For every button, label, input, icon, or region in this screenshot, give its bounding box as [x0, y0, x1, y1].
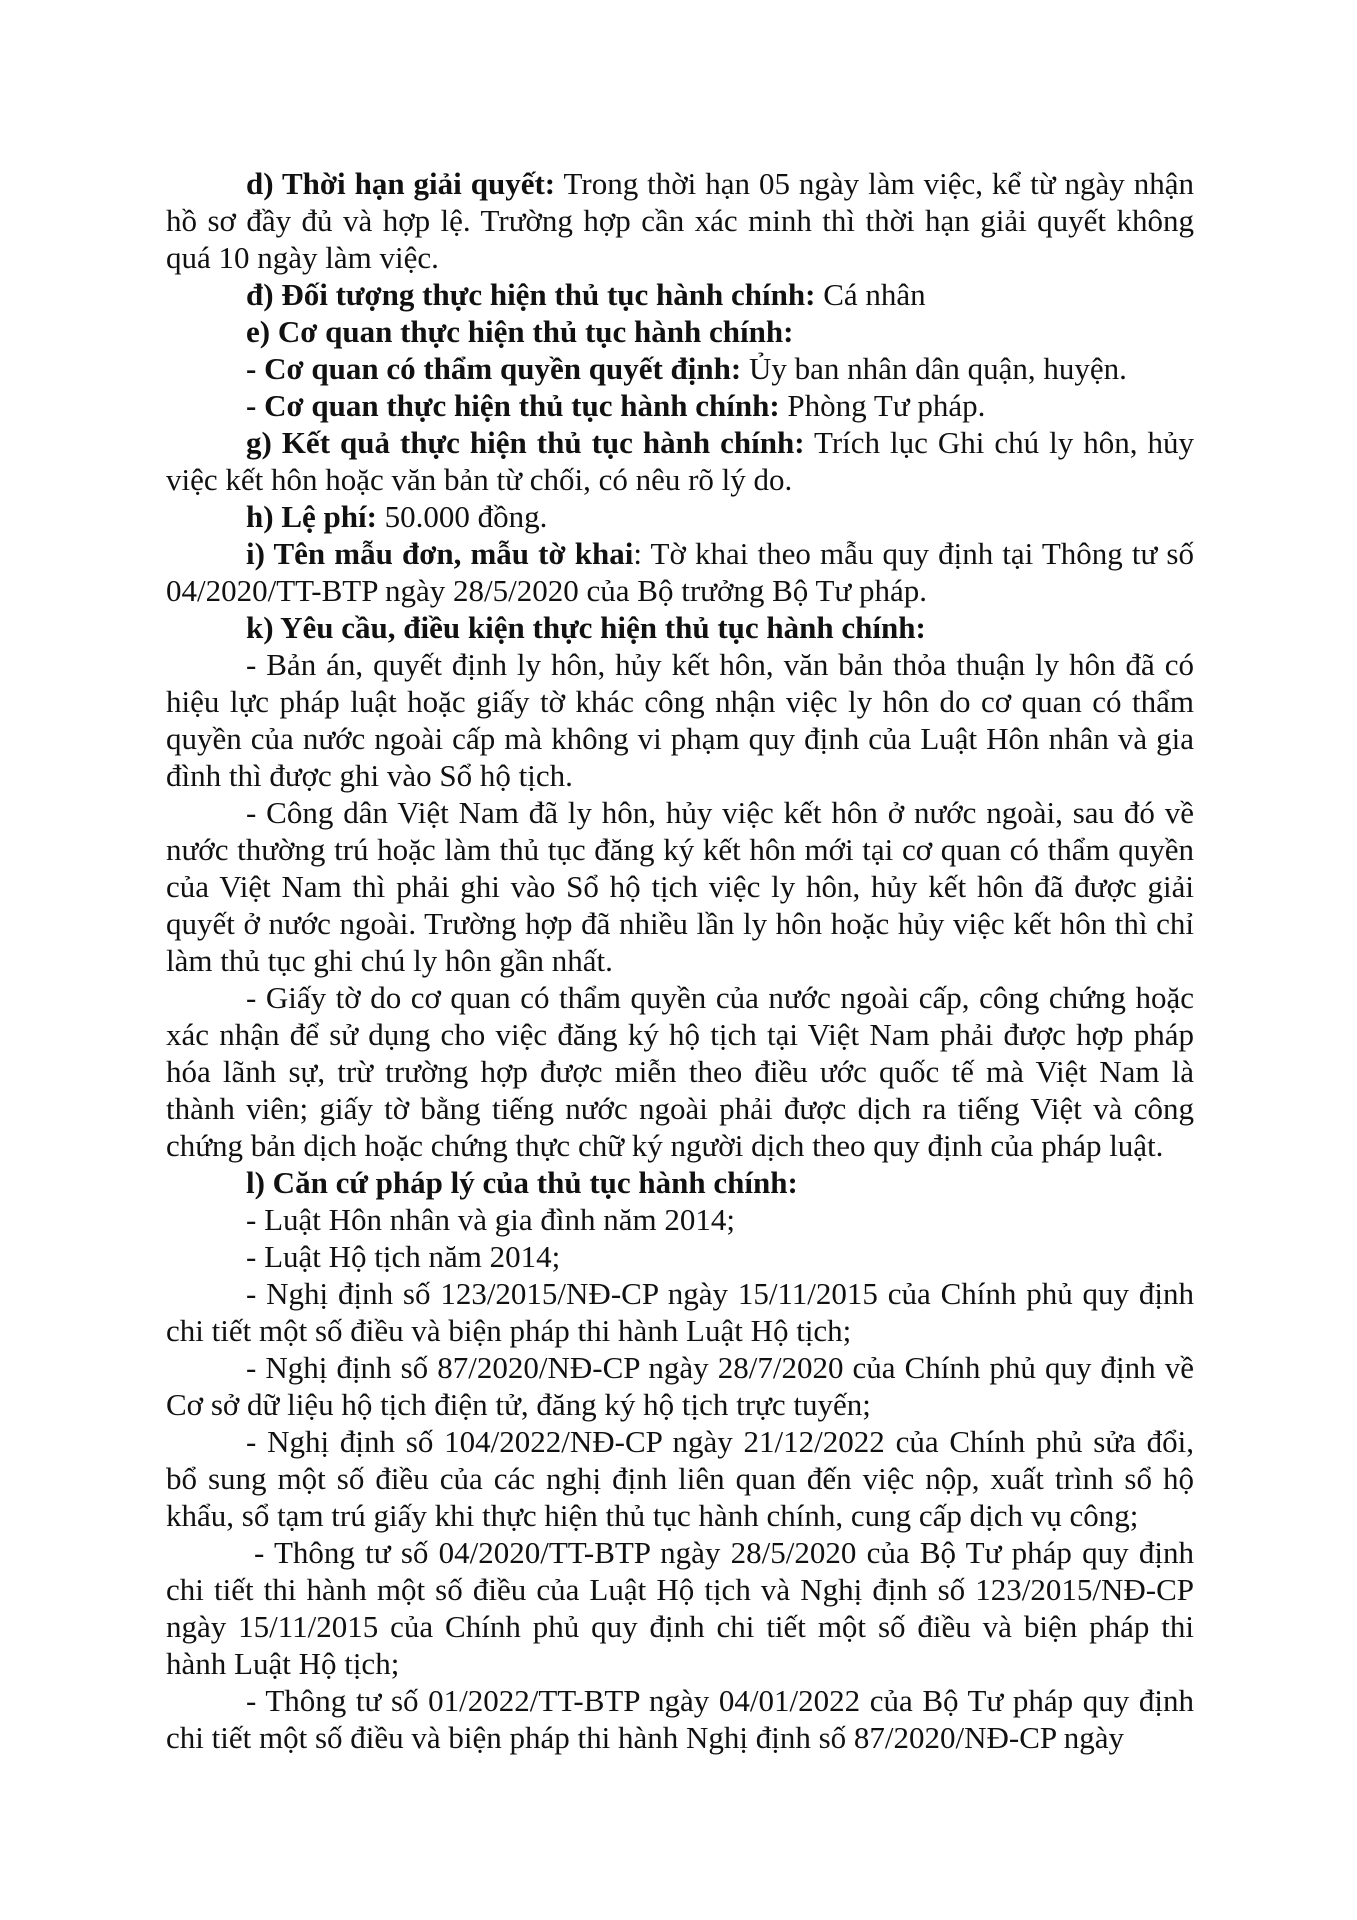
paragraph-text: - Luật Hôn nhân và gia đình năm 2014; — [246, 1202, 736, 1237]
paragraph-requirement-3 — [166, 979, 1194, 1164]
paragraph-legal-basis-5 — [166, 1423, 1194, 1534]
paragraph-label: d) Thời hạn giải quyết: — [246, 166, 556, 201]
paragraph-legal-basis-2 — [166, 1238, 1194, 1275]
paragraph-label: l) Căn cứ pháp lý của thủ tục hành chính: — [246, 1165, 798, 1200]
paragraph-legal-basis-1 — [166, 1201, 1194, 1238]
paragraph-text: - Bản án, quyết định ly hôn, hủy kết hôn, văn bản thỏa thuận ly hôn đã có hiệu lực pháp luật hoặc giấy tờ khác công nhận việc ly hôn do cơ quan có thẩm quyền của nước ngoài cấp mà không vi phạm quy định của Luật Hôn nhân và gia đình thì được ghi vào Sổ hộ tịch. — [166, 647, 1194, 793]
paragraph-text: Phòng Tư pháp. — [779, 388, 986, 423]
paragraph-text: Ủy ban nhân dân quận, huyện. — [741, 351, 1127, 386]
paragraph-legal-basis-7 — [166, 1682, 1194, 1756]
paragraph-text: - Nghị định số 104/2022/NĐ-CP ngày 21/12/2022 của Chính phủ sửa đổi, bổ sung một số điều của các nghị định liên quan đến việc nộp, xuất trình sổ hộ khẩu, sổ tạm trú giấy khi thực hiện thủ tục hành chính, cung cấp dịch vụ công; — [166, 1424, 1194, 1533]
paragraph-text: Trích lục Ghi chú ly hôn, hủy việc kết hôn hoặc văn bản từ chối, có nêu rõ lý do. — [166, 425, 1194, 497]
paragraph-legal-basis-3 — [166, 1275, 1194, 1349]
paragraph-label: g) Kết quả thực hiện thủ tục hành chính: — [246, 425, 805, 460]
paragraph-agency-heading — [166, 313, 1194, 350]
paragraph-subjects — [166, 276, 1194, 313]
paragraph-result — [166, 424, 1194, 498]
paragraph-text: - Giấy tờ do cơ quan có thẩm quyền của nước ngoài cấp, công chứng hoặc xác nhận để sử dụng cho việc đăng ký hộ tịch tại Việt Nam phải được hợp pháp hóa lãnh sự, trừ trường hợp được miễn theo điều ước quốc tế mà Việt Nam là thành viên; giấy tờ bằng tiếng nước ngoài phải được dịch ra tiếng Việt và công chứng bản dịch hoặc chứng thực chữ ký người dịch theo quy định của pháp luật. — [166, 980, 1194, 1163]
paragraph-text: Cá nhân — [815, 277, 926, 312]
paragraph-label: k) Yêu cầu, điều kiện thực hiện thủ tục hành chính: — [246, 610, 926, 645]
paragraph-deciding-agency — [166, 350, 1194, 387]
paragraph-label: - Cơ quan có thẩm quyền quyết định: — [246, 351, 742, 386]
document-page — [166, 165, 1194, 1756]
paragraph-text: - Nghị định số 87/2020/NĐ-CP ngày 28/7/2020 của Chính phủ quy định về Cơ sở dữ liệu hộ tịch điện tử, đăng ký hộ tịch trực tuyến; — [166, 1350, 1194, 1422]
paragraph-legal-basis-6 — [166, 1534, 1194, 1682]
paragraph-text: - Công dân Việt Nam đã ly hôn, hủy việc kết hôn ở nước ngoài, sau đó về nước thường trú hoặc làm thủ tục đăng ký kết hôn mới tại cơ quan có thẩm quyền của Việt Nam thì phải ghi vào Sổ hộ tịch việc ly hôn, hủy kết hôn đã được giải quyết ở nước ngoài. Trường hợp đã nhiều lần ly hôn hoặc hủy việc kết hôn thì chỉ làm thủ tục ghi chú ly hôn gần nhất. — [166, 795, 1194, 978]
paragraph-legal-basis-4 — [166, 1349, 1194, 1423]
paragraph-text: - Luật Hộ tịch năm 2014; — [246, 1239, 561, 1274]
paragraph-text: : Tờ khai theo mẫu quy định tại Thông tư số 04/2020/TT-BTP ngày 28/5/2020 của Bộ trưởng Bộ Tư pháp. — [166, 536, 1194, 608]
paragraph-form-name — [166, 535, 1194, 609]
paragraph-text: - Thông tư số 04/2020/TT-BTP ngày 28/5/2020 của Bộ Tư pháp quy định chi tiết thi hành một số điều của Luật Hộ tịch và Nghị định số 123/2015/NĐ-CP ngày 15/11/2015 của Chính phủ quy định chi tiết một số điều và biện pháp thi hành Luật Hộ tịch; — [166, 1535, 1194, 1681]
paragraph-requirement-1 — [166, 646, 1194, 794]
paragraph-label: đ) Đối tượng thực hiện thủ tục hành chính: — [246, 277, 816, 312]
paragraph-label: e) Cơ quan thực hiện thủ tục hành chính: — [246, 314, 794, 349]
paragraph-text: Trong thời hạn 05 ngày làm việc, kể từ ngày nhận hồ sơ đầy đủ và hợp lệ. Trường hợp cần xác minh thì thời hạn giải quyết không quá 10 ngày làm việc. — [166, 166, 1194, 275]
paragraph-legal-basis-heading — [166, 1164, 1194, 1201]
paragraph-requirement-2 — [166, 794, 1194, 979]
paragraph-fee — [166, 498, 1194, 535]
paragraph-text: - Thông tư số 01/2022/TT-BTP ngày 04/01/2022 của Bộ Tư pháp quy định chi tiết một số điều và biện pháp thi hành Nghị định số 87/2020/NĐ-CP ngày — [166, 1683, 1194, 1755]
paragraph-label: - Cơ quan thực hiện thủ tục hành chính: — [246, 388, 780, 423]
paragraph-executing-agency — [166, 387, 1194, 424]
paragraph-label: i) Tên mẫu đơn, mẫu tờ khai — [246, 536, 634, 571]
paragraph-text: - Nghị định số 123/2015/NĐ-CP ngày 15/11/2015 của Chính phủ quy định chi tiết một số điều và biện pháp thi hành Luật Hộ tịch; — [166, 1276, 1194, 1348]
paragraph-text: 50.000 đồng. — [376, 499, 548, 534]
paragraph-label: h) Lệ phí: — [246, 499, 377, 534]
paragraph-time-limit — [166, 165, 1194, 276]
paragraph-requirements-heading — [166, 609, 1194, 646]
